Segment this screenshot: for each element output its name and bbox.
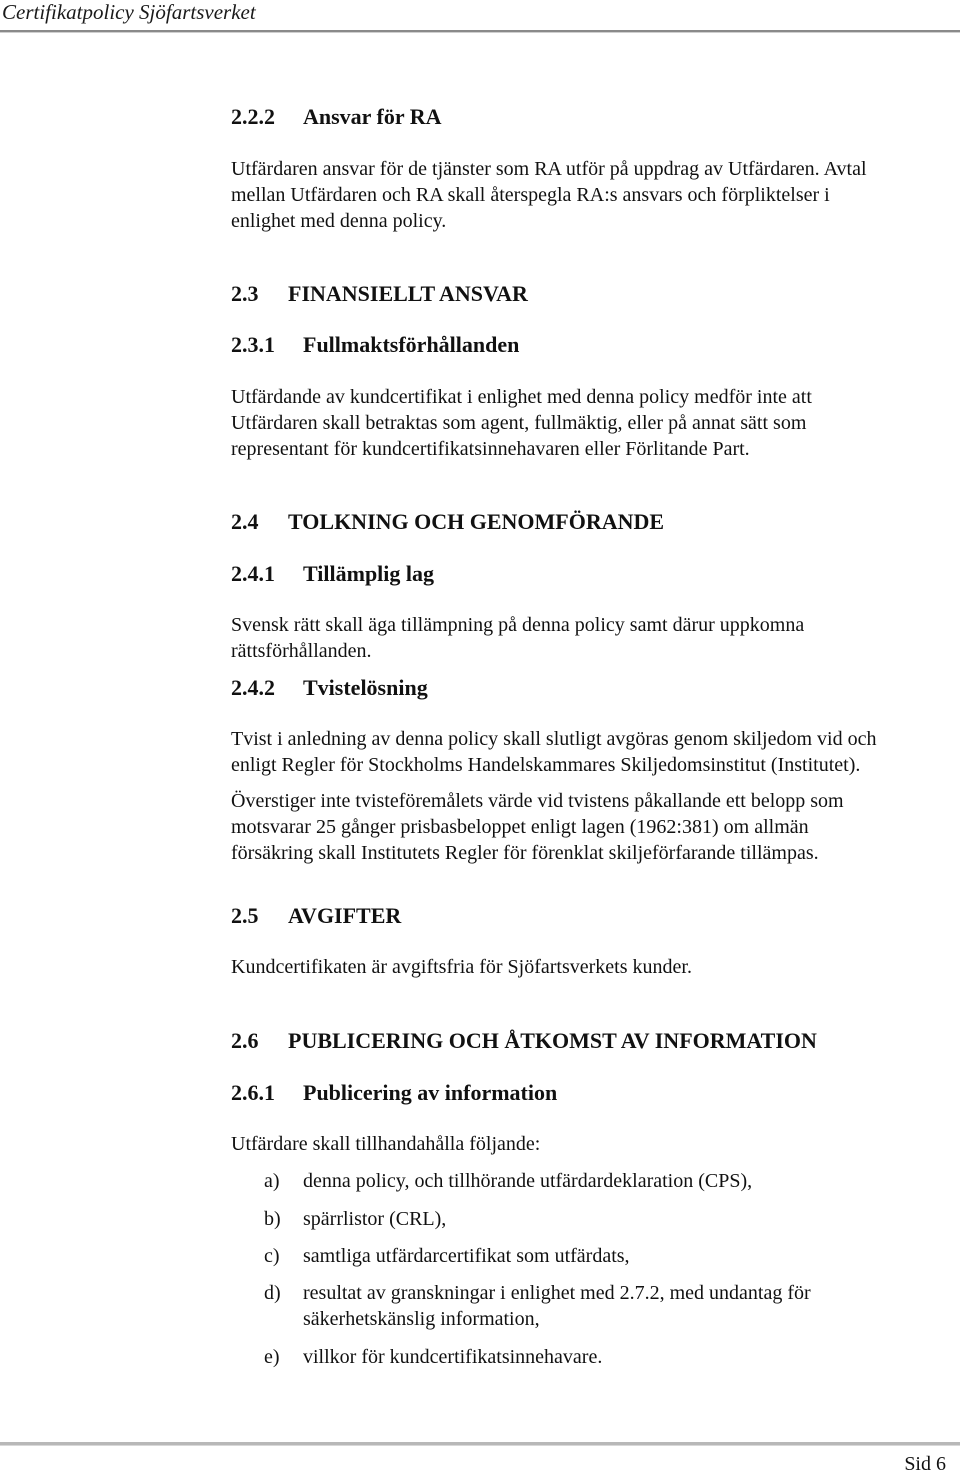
heading-number: 2.4.2 bbox=[231, 675, 275, 700]
paragraph-line: enligt Regler för Stockholms Handelskammares Skiljedomsinstitut (Institutet). bbox=[231, 754, 861, 776]
heading-text: PUBLICERING OCH ÅTKOMST AV INFORMATION bbox=[288, 1028, 817, 1053]
heading-text: AVGIFTER bbox=[288, 903, 402, 928]
document-title: Certifikatpolicy Sjöfartsverket bbox=[2, 0, 256, 24]
heading-number: 2.5 bbox=[231, 903, 259, 928]
heading-2-2-2 bbox=[231, 104, 442, 130]
page-number: Sid 6 bbox=[904, 1453, 946, 1475]
paragraph-line: Överstiger inte tvisteföremålets värde vid tvistens påkallande ett belopp som bbox=[231, 790, 844, 812]
heading-2-3 bbox=[231, 281, 528, 307]
list-item-text: samtliga utfärdarcertifikat som utfärdats, bbox=[303, 1245, 630, 1267]
heading-number: 2.2.2 bbox=[231, 104, 275, 129]
paragraph-line: enlighet med denna policy. bbox=[231, 210, 447, 232]
heading-number: 2.4 bbox=[231, 509, 259, 534]
list-marker: a) bbox=[264, 1170, 280, 1192]
page-header bbox=[0, 0, 960, 36]
heading-number: 2.3.1 bbox=[231, 332, 275, 357]
list-marker: c) bbox=[264, 1245, 280, 1267]
heading-2-4 bbox=[231, 509, 664, 535]
list-marker: d) bbox=[264, 1282, 281, 1304]
heading-2-6-1 bbox=[231, 1080, 557, 1106]
paragraph-line: rättsförhållanden. bbox=[231, 640, 372, 662]
paragraph-tillamplig-lag bbox=[231, 612, 946, 664]
paragraph-fullmakt bbox=[231, 384, 946, 462]
list-item-text: denna policy, och tillhörande utfärdardeklaration (CPS), bbox=[303, 1170, 753, 1192]
heading-number: 2.4.1 bbox=[231, 561, 275, 586]
heading-text: FINANSIELLT ANSVAR bbox=[288, 281, 528, 306]
paragraph-line: Utfärdare skall tillhandahålla följande: bbox=[231, 1133, 541, 1155]
paragraph-line: motsvarar 25 gånger prisbasbeloppet enligt lagen (1962:381) om allmän bbox=[231, 816, 809, 838]
paragraph-line: Svensk rätt skall äga tillämpning på denna policy samt därur uppkomna bbox=[231, 614, 805, 636]
heading-text: TOLKNING OCH GENOMFÖRANDE bbox=[288, 509, 665, 534]
list-marker: e) bbox=[264, 1346, 280, 1368]
paragraph-avgifter bbox=[231, 954, 946, 980]
heading-2-3-1 bbox=[231, 332, 519, 358]
paragraph-tvist-2 bbox=[231, 788, 946, 866]
heading-text: Ansvar för RA bbox=[303, 104, 442, 129]
list-item-text: villkor för kundcertifikatsinnehavare. bbox=[303, 1346, 603, 1368]
heading-2-4-1 bbox=[231, 561, 434, 587]
paragraph-line: Tvist i anledning av denna policy skall slutligt avgöras genom skiljedom vid och bbox=[231, 728, 877, 750]
paragraph-line: försäkring skall Institutets Regler för förenklat skiljeförfarande tillämpas. bbox=[231, 842, 819, 864]
paragraph-publicering-intro bbox=[231, 1131, 946, 1157]
heading-2-5 bbox=[231, 903, 401, 929]
heading-text: Tillämplig lag bbox=[303, 561, 435, 586]
paragraph-line: Utfärdande av kundcertifikat i enlighet med denna policy medför inte att bbox=[231, 386, 812, 408]
heading-number: 2.6 bbox=[231, 1028, 259, 1053]
list-item-text: resultat av granskningar i enlighet med 2.7.2, med undantag för bbox=[303, 1282, 811, 1304]
paragraph-line: mellan Utfärdaren och RA skall återspegla RA:s ansvars och förpliktelser i bbox=[231, 184, 830, 206]
paragraph-line: Utfärdaren ansvar för de tjänster som RA utför på uppdrag av Utfärdaren. Avtal bbox=[231, 158, 867, 180]
heading-number: 2.6.1 bbox=[231, 1080, 275, 1105]
heading-text: Tvistelösning bbox=[303, 675, 428, 700]
paragraph-line: Utfärdaren skall betraktas som agent, fullmäktig, eller på annat sätt som bbox=[231, 412, 807, 434]
paragraph-line: Kundcertifikaten är avgiftsfria för Sjöfartsverkets kunder. bbox=[231, 956, 692, 978]
heading-text: Publicering av information bbox=[303, 1080, 558, 1105]
header-divider bbox=[0, 30, 960, 33]
paragraph-line: representant för kundcertifikatsinnehavaren eller Förlitande Part. bbox=[231, 438, 750, 460]
list-item-text: spärrlistor (CRL), bbox=[303, 1208, 447, 1230]
heading-text: Fullmaktsförhållanden bbox=[303, 332, 520, 357]
list-marker: b) bbox=[264, 1208, 281, 1230]
list-item-text: säkerhetskänslig information, bbox=[303, 1308, 540, 1330]
paragraph-ansvar-ra bbox=[231, 156, 946, 234]
paragraph-tvist-1 bbox=[231, 726, 946, 778]
heading-2-6 bbox=[231, 1028, 817, 1054]
heading-2-4-2 bbox=[231, 675, 428, 701]
heading-number: 2.3 bbox=[231, 281, 259, 306]
footer-divider bbox=[0, 1442, 960, 1446]
